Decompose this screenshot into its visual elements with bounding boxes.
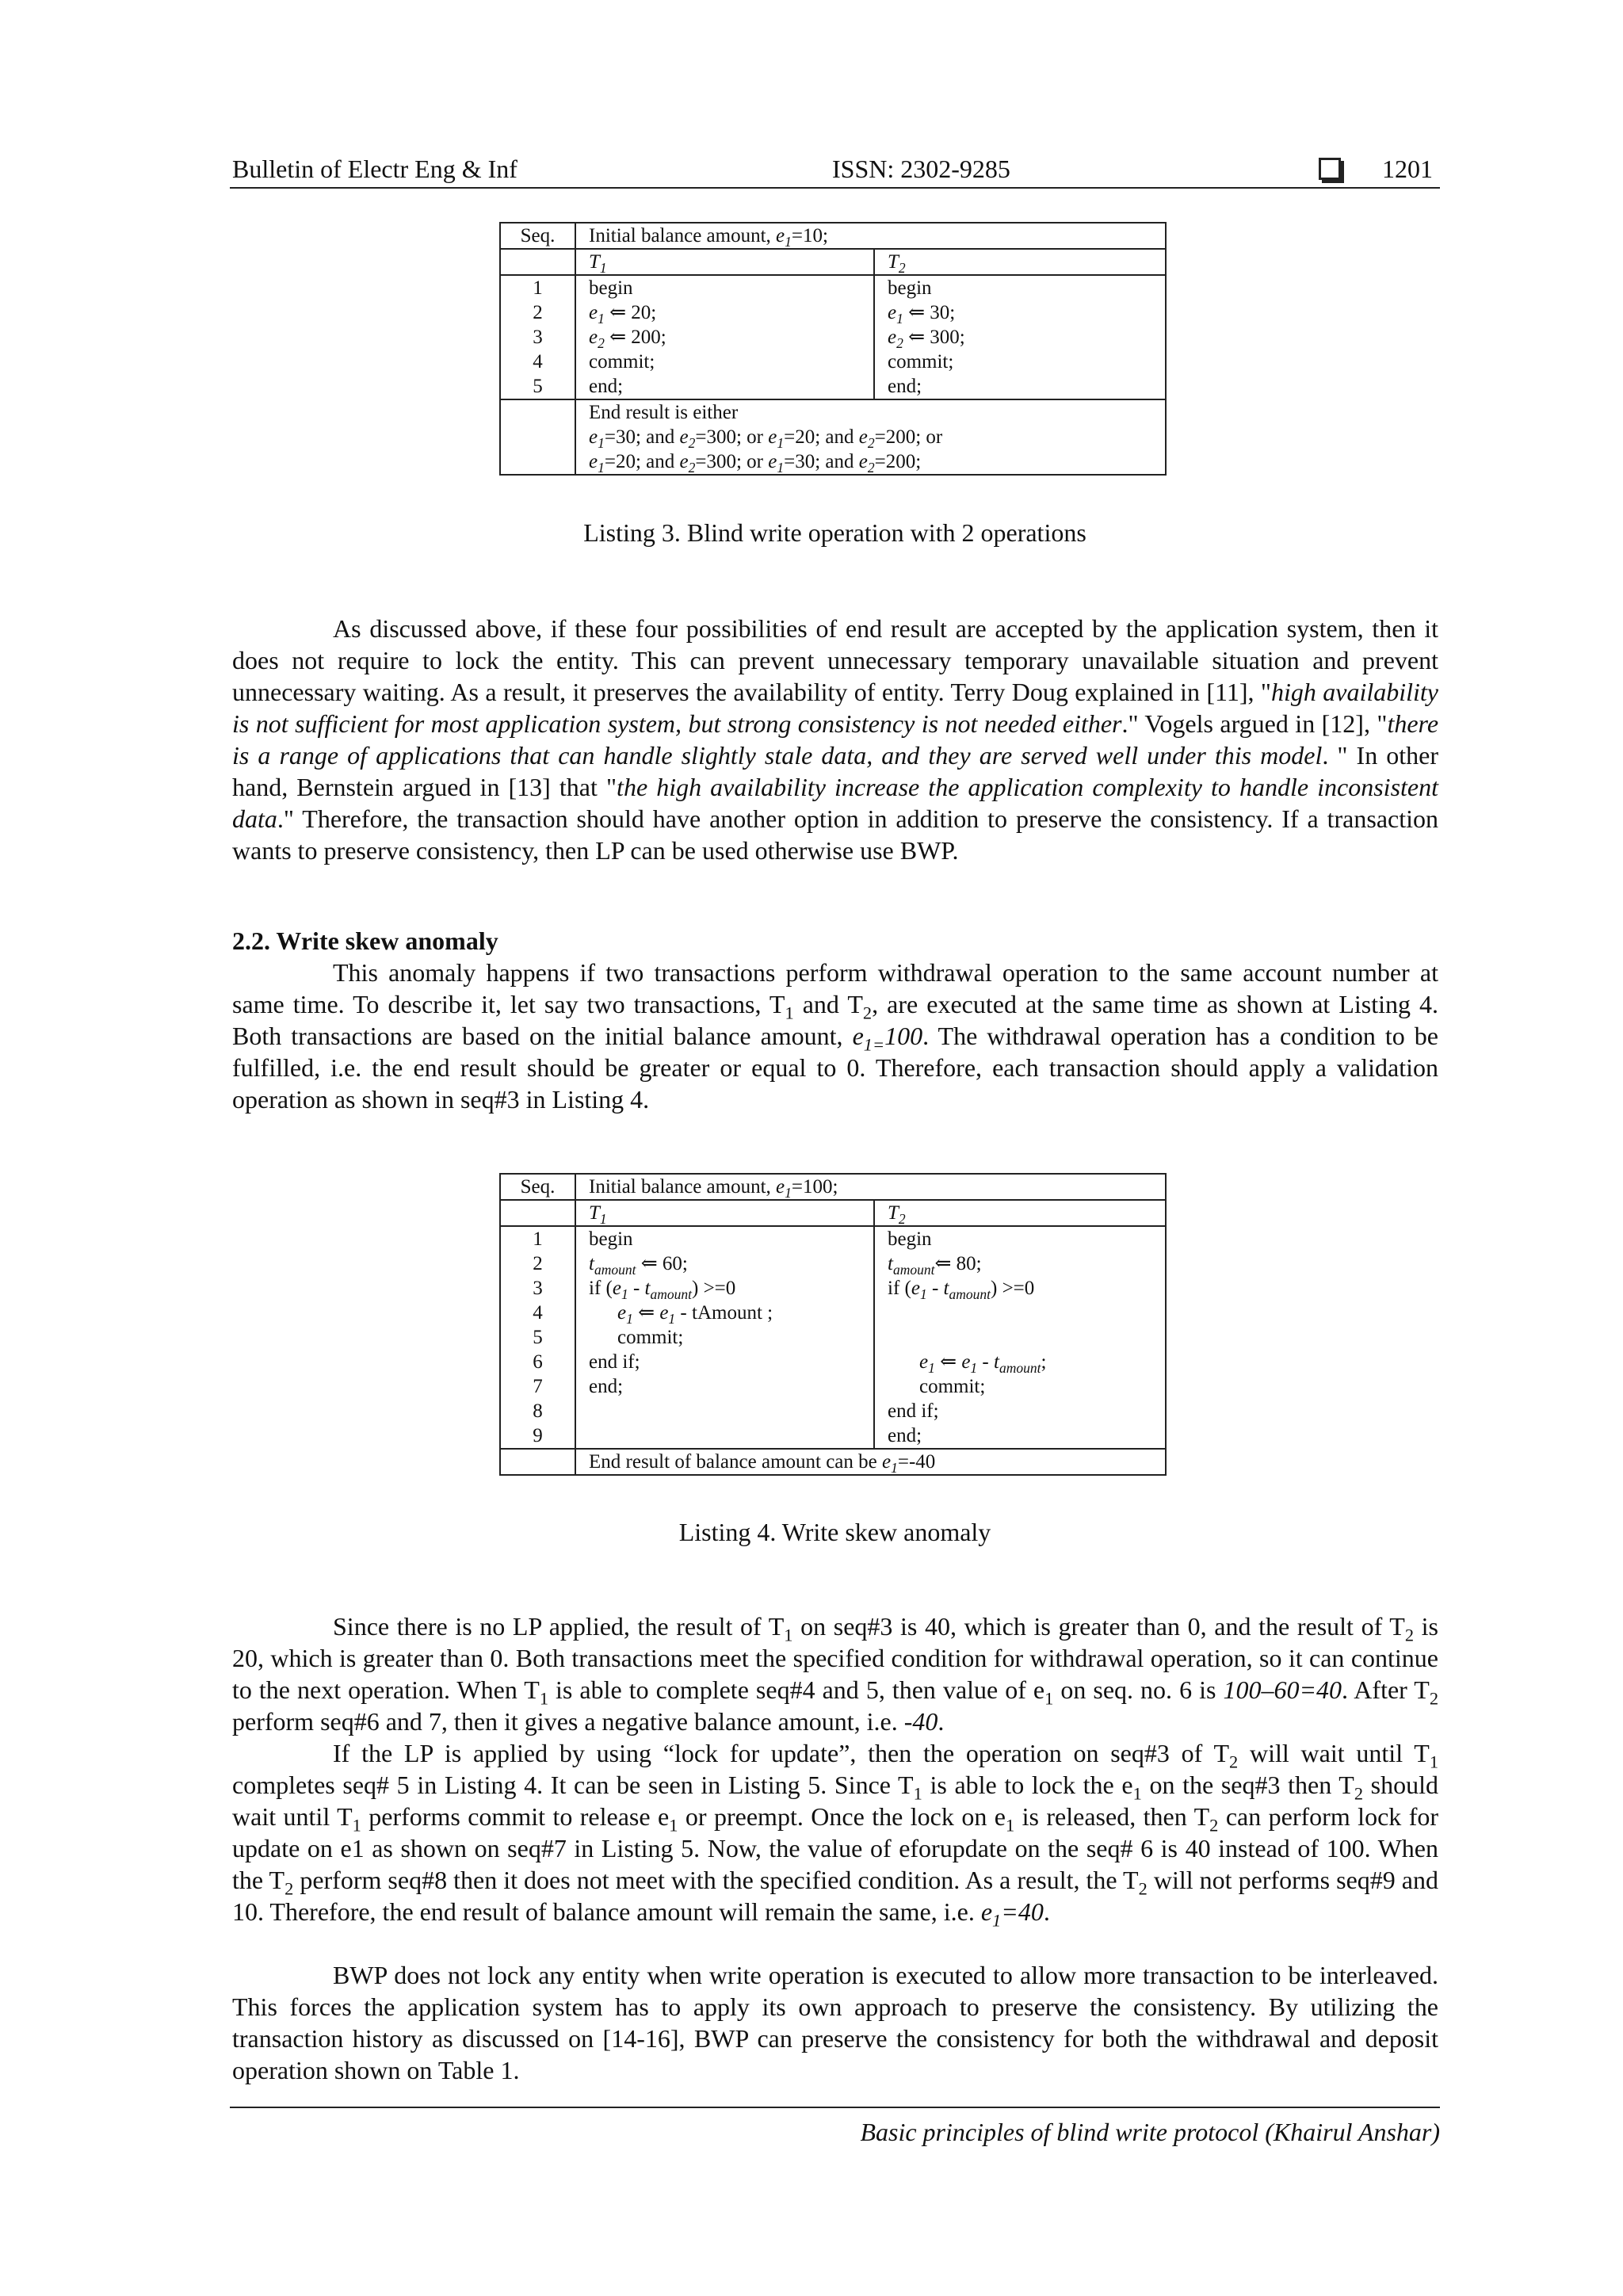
t1-header: $T_1$ — [575, 1200, 874, 1226]
t1-operations: begin $t_{amount}$ ⇐ 60; if $(e_1 - t_{amount}) >=0$ $e_1$ ⇐ $e_1$ - tAmount ; commit; end if; end; — [575, 1226, 874, 1449]
listing-4-caption: Listing 4. Write skew anomaly — [678, 1518, 991, 1546]
running-header-page — [1319, 153, 1433, 185]
listing-3-table — [499, 222, 1167, 476]
page-number: 1201 — [1382, 155, 1433, 183]
t2-header: $T_2$ — [874, 249, 1166, 275]
t2-operations: begin $t_{amount}⇐$ 80; if $(e_1 - t_{amount}) >=0$ $e_1$ ⇐ $e_1 - t_{amount}$; commit; end if; end; — [874, 1226, 1166, 1449]
t2-header: $T_2$ — [874, 1200, 1166, 1226]
running-footer: Basic principles of blind write protocol (Khairul Anshar) — [860, 2118, 1440, 2146]
checkbox-square-icon — [1319, 158, 1341, 180]
t1-operations: begin $e_1$ ⇐ 20; $e_2$ ⇐ 200; commit; end; — [575, 275, 874, 399]
t2-operations: begin $e_1$ ⇐ 30; $e_2$ ⇐ 300; commit; end; — [874, 275, 1166, 399]
running-header-issn: ISSN: 2302-9285 — [832, 155, 1010, 183]
footer-rule — [230, 2107, 1440, 2108]
paragraph-availability: As discussed above, if these four possibilities of end result are accepted by the application system, then it does not require to lock the entity. This can prevent unnecessary temporary unavailable situation and prevent unnecessary waiting. As a result, it preserves the availability of entity. Terry Doug explained in [11], "high availability is not sufficient for most application system, but strong consistency is not needed either." Vogels argued in [12], "there is a range of applications that can handle slightly stale data, and they are served well under this model. " In other hand, Bernstein argued in [13] that "the high availability increase the application complexity to handle inconsistent data." Therefore, the transaction should have another option in addition to preserve the consistency. If a transaction wants to preserve consistency, then LP can be used otherwise use BWP. — [232, 614, 1439, 865]
end-result: End result of balance amount can be $e_1=-40$ — [575, 1449, 1166, 1475]
header-rule — [230, 187, 1440, 189]
seq-header: Seq. — [500, 223, 575, 249]
listing-4-table — [499, 1173, 1167, 1476]
initial-balance: Initial balance amount, $e_1=100$; — [575, 1174, 1166, 1200]
initial-balance: Initial balance amount, $e_1=10$; — [575, 223, 1166, 249]
paragraph-bwp: BWP does not lock any entity when write operation is executed to allow more transaction to be interleaved. This forces the application system has to apply its own approach to preserve the consistency. By utilizing the transaction history as discussed on [14-16], BWP can preserve the consistency for both the withdrawal and deposit operation shown on Table 1. — [232, 1961, 1438, 2084]
seq-column: 1 2 3 4 5 — [500, 275, 575, 399]
paragraph-lp-applied: If the LP is applied by using “lock for update”, then the operation on seq#3 of $T_2$ will wait until $T_1$ completes seq# 5 in Listing 4. It can be seen in Listing 5. Since $T_1$ is able to lock the $e_1$ on the seq#3 then $T_2$ should wait until $T_1$ performs commit to release $e_1$ or preempt. Once the lock on $e_1$ is released, then $T_2$ can perform lock for update on e1 as shown on seq#7 in Listing 5. Now, the value of eforupdate on the seq# 6 is 40 instead of 100. When the $T_2$ perform seq#8 then it does not meet with the specified condition. As a result, the $T_2$ will not performs seq#9 and 10. Therefore, the end result of balance amount will remain the same, i.e. $e_1=40$. — [232, 1739, 1439, 1931]
seq-header: Seq. — [500, 1174, 575, 1200]
seq-column: 1 2 3 4 5 6 7 8 9 — [500, 1226, 575, 1449]
paragraph-no-lp: Since there is no LP applied, the result of $T_1$ on seq#3 is 40, which is greater than 0, and the result of $T_2$ is 20, which is greater than 0. Both transactions meet the specified condition for withdrawal operation, so it can continue to the next operation. When $T_1$ is able to complete seq#4 and 5, then value of $e_1$ on seq. no. 6 is 100–60=40. After $T_2$ perform seq#6 and 7, then it gives a negative balance amount, i.e. -40. — [232, 1612, 1439, 1736]
running-header-journal: Bulletin of Electr Eng & Inf — [232, 155, 517, 183]
t1-header: $T_1$ — [575, 249, 874, 275]
section-heading: 2.2. Write skew anomaly — [232, 926, 498, 955]
listing-3-caption: Listing 3. Blind write operation with 2 operations — [583, 518, 1086, 547]
end-result: End result is either $e_1=30$; and $e_2=300$; or $e_1=20$; and $e_2=200$; or $e_1=20$; and $e_2=300$; or $e_1=30$; and $e_2=200$; — [575, 399, 1166, 475]
paragraph-write-skew: This anomaly happens if two transactions perform withdrawal operation to the same account number at same time. To describe it, let say two transactions, $T_1$ and $T_2$, are executed at the same time as shown at Listing 4. Both transactions are based on the initial balance amount, $e_{1=}100$. The withdrawal operation has a condition to be fulfilled, i.e. the end result should be greater or equal to 0. Therefore, each transaction should apply a validation operation as shown in seq#3 in Listing 4. — [232, 958, 1439, 1114]
